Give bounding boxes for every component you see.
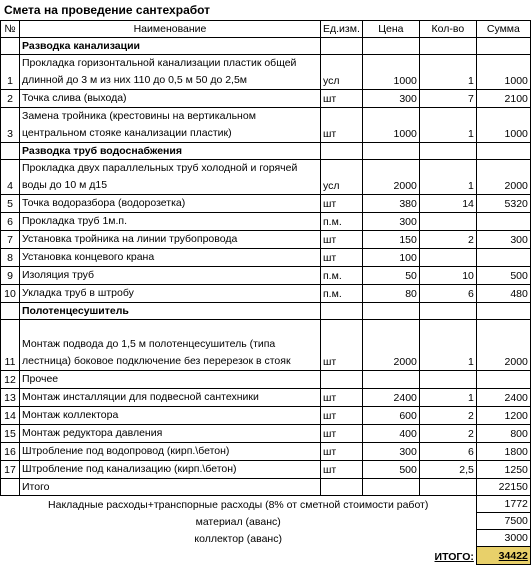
cell-qty: 7 [419,90,476,108]
cell-qty: 1 [419,160,476,195]
cell-num: 8 [1,249,20,267]
cell-unit: шт [321,90,363,108]
cell-unit: шт [321,231,363,249]
cell-unit [321,38,363,55]
cell-price: 80 [362,285,419,303]
cell-unit: шт [321,108,363,143]
cell-sum [476,213,530,231]
cell-unit: шт [321,461,363,479]
cell-unit: п.м. [321,213,363,231]
cell-sum: 2000 [476,160,530,195]
table-row [1,461,531,479]
cell-price: 150 [362,231,419,249]
cell-sum: 2100 [476,90,530,108]
cell-qty [419,249,476,267]
cell-name: Замена тройника (крестовины на вертикальном центральном стояке канализации пластик) [20,108,321,143]
cell-price [362,143,419,160]
cell-sum [476,249,530,267]
table-row [1,443,531,461]
collector-sum: 3000 [476,530,530,547]
cell-qty [419,213,476,231]
cell-unit: шт [321,195,363,213]
cell-price: 500 [362,461,419,479]
cell-name: Штробление под водопровод (кирп.\бетон) [20,443,321,461]
cell-num: 2 [1,90,20,108]
cell-qty: 14 [419,195,476,213]
cell-num: 13 [1,389,20,407]
cell-name: Монтаж коллектора [20,407,321,425]
overhead-sum: 1772 [476,496,530,513]
subtotal-row [1,479,531,496]
cell-sum: 1200 [476,407,530,425]
cell-sum: 300 [476,231,530,249]
cell-price: 600 [362,407,419,425]
cell-name: Укладка труб в штробу [20,285,321,303]
cell-unit: шт [321,389,363,407]
cell-name: Точка слива (выхода) [20,90,321,108]
total-label: ИТОГО: [434,550,474,563]
cell-unit: усл [321,55,363,90]
cell-name: Изоляция труб [20,267,321,285]
cell-num: 5 [1,195,20,213]
cell-num: 4 [1,160,20,195]
table-row [1,285,531,303]
cell-price: 100 [362,249,419,267]
cell-price [362,38,419,55]
cell-name: Штробление под канализацию (кирп.\бетон) [20,461,321,479]
collector-label: коллектор (аванс) [194,532,282,545]
section-title: Разводка труб водоснабжения [20,143,321,160]
cell-price: 50 [362,267,419,285]
cell-name: Точка водоразбора (водорозетка) [20,195,321,213]
cell-sum [476,303,530,320]
cell-name: Прокладка горизонтальной канализации пластик общей длинной до 3 м из них 110 до 0,5 м 50 до 2,5м [20,55,321,90]
cell-price: 300 [362,90,419,108]
cell-qty [419,38,476,55]
cell-num: 11 [1,320,20,371]
table-row [1,267,531,285]
header-num: № [1,21,20,38]
cell-unit: шт [321,443,363,461]
cell-qty: 10 [419,267,476,285]
cell-price [362,303,419,320]
cell-num: 12 [1,371,20,389]
cell-sum: 800 [476,425,530,443]
table-row [1,425,531,443]
cell-num: 16 [1,443,20,461]
cell-qty [419,371,476,389]
cell-num: 15 [1,425,20,443]
table-row [1,213,531,231]
cell-price [362,479,419,496]
header-qty: Кол-во [419,21,476,38]
cell-qty: 2 [419,425,476,443]
material-label: материал (аванс) [195,515,281,528]
cell-name: Прокладка труб 1м.п. [20,213,321,231]
table-row [1,90,531,108]
cell-unit: шт [321,249,363,267]
header-row [1,21,531,38]
section-row [1,303,531,320]
header-price: Цена [362,21,419,38]
cell-num: 3 [1,108,20,143]
cell-sum: 500 [476,267,530,285]
cell-unit: п.м. [321,267,363,285]
cell-num: 7 [1,231,20,249]
cell-unit [321,479,363,496]
table-row [1,231,531,249]
cell-sum: 1000 [476,108,530,143]
section-title: Полотенцесушитель [20,303,321,320]
subtotal-label: Итого [20,479,321,496]
total-spacer [1,547,420,565]
cell-unit: п.м. [321,285,363,303]
cell-qty [419,479,476,496]
cell-num: 9 [1,267,20,285]
material-sum: 7500 [476,513,530,530]
cell-unit: усл [321,160,363,195]
cell-name: Монтаж редуктора давления [20,425,321,443]
subtotal-sum: 22150 [476,479,530,496]
cell-qty [419,303,476,320]
cell-sum [476,371,530,389]
cell-num: 6 [1,213,20,231]
table-row [1,320,531,371]
cell-qty: 2 [419,231,476,249]
cell-sum [476,38,530,55]
cell-num: 10 [1,285,20,303]
collector-row [1,530,531,547]
cell-qty: 6 [419,443,476,461]
cell-name: Прочее [20,371,321,389]
material-row [1,513,531,530]
section-row [1,143,531,160]
cell-sum: 1800 [476,443,530,461]
section-title: Разводка канализации [20,38,321,55]
cell-num [1,143,20,160]
cell-num: 14 [1,407,20,425]
cell-name: Прокладка двух параллельных труб холодной и горячей воды до 10 м д15 [20,160,321,195]
cell-qty: 2,5 [419,461,476,479]
overhead-row [1,496,531,513]
table-row [1,407,531,425]
cell-name: Монтаж подвода до 1,5 м полотенцесушитель (типа лестница) боковое подключение без перерезок в стояк [20,320,321,371]
cell-price: 380 [362,195,419,213]
header-sum: Сумма [476,21,530,38]
header-name: Наименование [20,21,321,38]
cell-name: Установка тройника на линии трубопровода [20,231,321,249]
cell-price [362,371,419,389]
cell-unit: шт [321,425,363,443]
section-row [1,38,531,55]
cell-price: 400 [362,425,419,443]
cell-unit [321,371,363,389]
cell-sum: 5320 [476,195,530,213]
cell-price: 2000 [362,320,419,371]
estimate-table [0,20,531,565]
cell-num [1,479,20,496]
table-row [1,55,531,90]
table-row [1,371,531,389]
cell-num: 1 [1,55,20,90]
cell-sum: 1250 [476,461,530,479]
cell-sum: 2400 [476,389,530,407]
cell-name: Установка концевого крана [20,249,321,267]
cell-num: 17 [1,461,20,479]
cell-qty: 1 [419,108,476,143]
cell-qty: 1 [419,389,476,407]
cell-qty: 1 [419,55,476,90]
table-row [1,195,531,213]
header-unit: Ед.изм. [321,21,363,38]
total-sum: 34422 [476,547,530,565]
table-row [1,249,531,267]
table-row [1,108,531,143]
cell-qty: 6 [419,285,476,303]
table-row [1,160,531,195]
cell-price: 300 [362,443,419,461]
cell-unit [321,143,363,160]
cell-qty: 1 [419,320,476,371]
cell-price: 1000 [362,108,419,143]
cell-unit [321,303,363,320]
table-row [1,389,531,407]
overhead-label: Накладные расходы+транспорные расходы (8% от сметной стоимости работ) [48,498,429,511]
cell-qty: 2 [419,407,476,425]
cell-sum: 2000 [476,320,530,371]
cell-price: 2000 [362,160,419,195]
cell-unit: шт [321,320,363,371]
cell-sum [476,143,530,160]
cell-sum: 480 [476,285,530,303]
cell-price: 1000 [362,55,419,90]
cell-num [1,303,20,320]
cell-price: 300 [362,213,419,231]
sheet-title: Смета на проведение сантехработ [4,3,211,17]
cell-qty [419,143,476,160]
cell-unit: шт [321,407,363,425]
total-row [1,547,531,565]
cell-price: 2400 [362,389,419,407]
cell-num [1,38,20,55]
cell-sum: 1000 [476,55,530,90]
cell-name: Монтаж инсталляции для подвесной сантехники [20,389,321,407]
